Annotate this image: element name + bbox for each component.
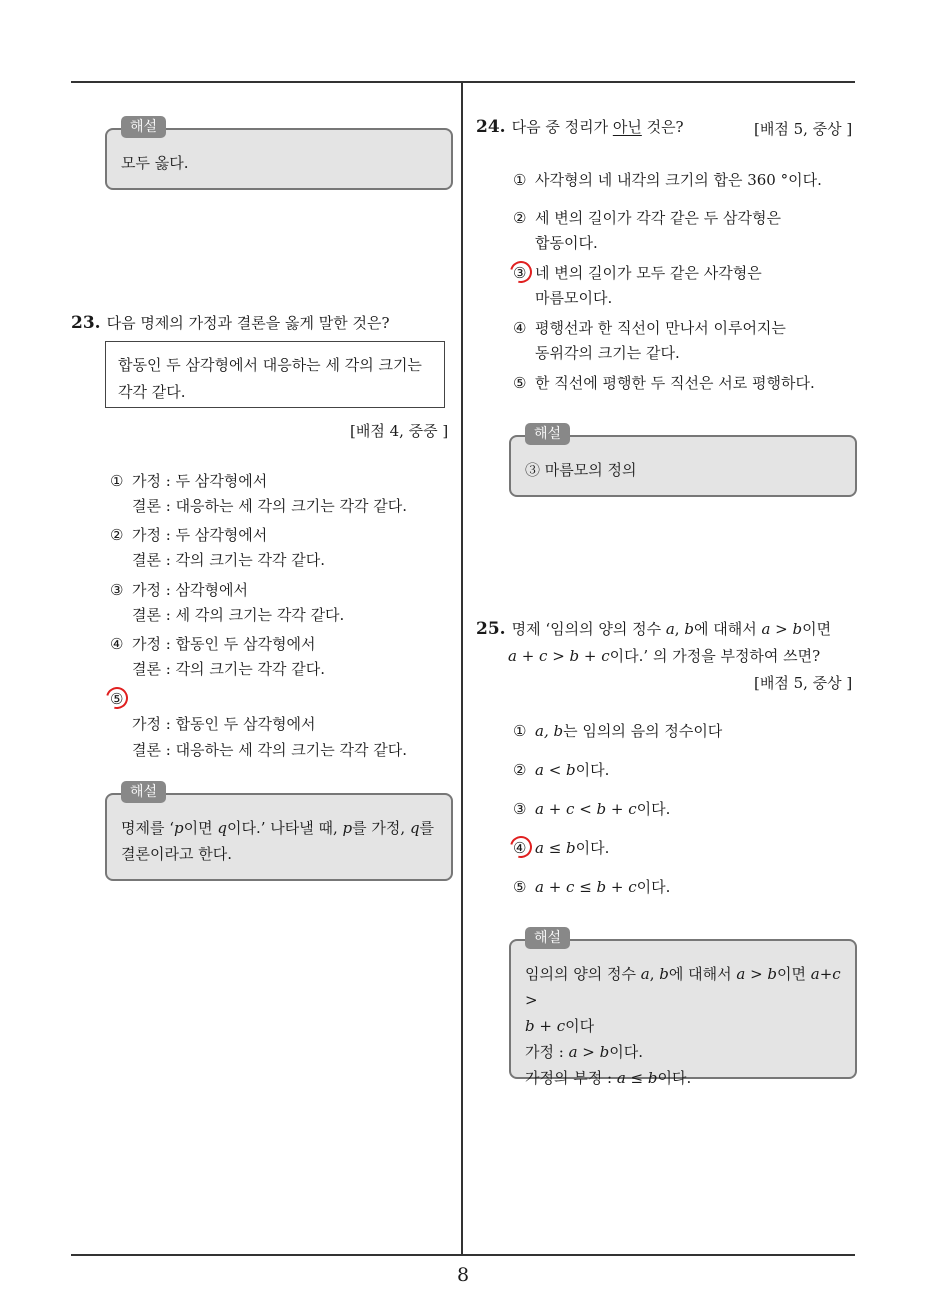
- explanation-tag: 해설: [121, 116, 166, 138]
- q25-choice-2[interactable]: [513, 758, 609, 782]
- q25-question: [476, 616, 831, 642]
- q24-choice-4-cont: [535, 341, 680, 365]
- expl-math: q: [409, 819, 420, 837]
- explanation-tag: 해설: [525, 423, 570, 445]
- question-number: 23.: [71, 313, 101, 333]
- question-math: a: [665, 620, 675, 638]
- question-text: 이다.’ 의 가정을 부정하여 쓰면?: [609, 647, 821, 665]
- expl-text: 이면: [183, 819, 218, 837]
- choice-mark: ②: [110, 526, 124, 544]
- choice-mark: ③: [110, 581, 124, 599]
- expl-math: p: [174, 819, 184, 837]
- choice-mark: ⑤: [513, 374, 527, 392]
- expl-text: 이면: [777, 965, 811, 983]
- q24-score: [배점 5, 중상 ]: [754, 120, 853, 138]
- choice-text: 이다.: [575, 839, 610, 857]
- expl-text: 가정의 부정 :: [525, 1069, 617, 1087]
- choice-text: 사각형의 네 내각의 크기의 합은 360 °이다.: [535, 171, 822, 189]
- page-number: 8: [456, 1264, 470, 1286]
- choice-text: 세 변의 길이가 각각 같은 두 삼각형은: [535, 209, 781, 227]
- expl-math: a ≤ b: [616, 1069, 658, 1087]
- expl-text: ,: [649, 965, 660, 983]
- q25-choice-1[interactable]: [513, 719, 722, 743]
- expl-math: a > b: [568, 1043, 610, 1061]
- q22-explanation-box: [105, 119, 453, 190]
- statement-line: 합동인 두 삼각형에서 대응하는 세 각의 크기는: [118, 356, 422, 374]
- choice-mark: ⑤: [110, 690, 124, 708]
- choice-text: 합동이다.: [535, 234, 598, 252]
- choice-hypothesis: 가정 : 삼각형에서: [132, 581, 249, 599]
- choice-hypothesis: 가정 : 합동인 두 삼각형에서: [132, 635, 316, 653]
- question-text: 에 대해서: [693, 620, 762, 638]
- explanation-line: [525, 1013, 841, 1039]
- choice-conclusion: 결론 : 세 각의 크기는 각각 같다.: [132, 606, 345, 624]
- explanation-text: ③ 마름모의 정의: [525, 461, 637, 479]
- choice-text: 네 변의 길이가 모두 같은 사각형은: [535, 264, 762, 282]
- explanation-tag: 해설: [525, 927, 570, 949]
- q23-choice-1[interactable]: [110, 469, 267, 493]
- q23-choice-4[interactable]: [110, 632, 316, 656]
- choice-mark: ④: [513, 839, 527, 857]
- question-number: 25.: [476, 619, 506, 639]
- q23-choice-4-conclusion: [132, 657, 325, 681]
- choice-mark: ①: [513, 722, 527, 740]
- explanation-line: [121, 815, 437, 841]
- expl-text: 를: [419, 819, 435, 837]
- choice-text: 동위각의 크기는 같다.: [535, 344, 680, 362]
- q24-choice-1[interactable]: [513, 168, 822, 192]
- choice-math: a < b: [535, 761, 576, 779]
- choice-text: 이다.: [636, 800, 671, 818]
- q24-choice-3-cont: [535, 286, 612, 310]
- choice-text: 이다.: [636, 878, 671, 896]
- q23-choice-3[interactable]: [110, 578, 248, 602]
- choice-mark: ④: [110, 635, 124, 653]
- question-math: a > b: [761, 620, 803, 638]
- explanation-line: 결론이라고 한다.: [121, 845, 232, 863]
- choice-mark: ①: [110, 472, 124, 490]
- choice-mark: ③: [513, 264, 527, 282]
- q24-explanation-box: [509, 426, 857, 497]
- expl-text: 에 대해서: [668, 965, 737, 983]
- question-math: a + c > b + c: [508, 647, 610, 665]
- expl-text: 임의의 양의 정수: [525, 965, 641, 983]
- expl-math: a+c >: [525, 965, 841, 1009]
- expl-math: b + c: [525, 1017, 566, 1035]
- q23-choice-5-conclusion: [132, 738, 407, 762]
- choice-math: a + c < b + c: [535, 800, 637, 818]
- q25-choice-5[interactable]: [513, 875, 670, 899]
- explanation-tag: 해설: [121, 781, 166, 803]
- choice-text: 평행선과 한 직선이 만나서 이루어지는: [535, 319, 786, 337]
- explanation-line: [525, 1065, 841, 1091]
- q23-explanation-box: [105, 784, 453, 881]
- explanation-line: [525, 1039, 841, 1065]
- expl-text: 이다: [565, 1017, 595, 1035]
- expl-math: a > b: [736, 965, 778, 983]
- expl-text: 이다.: [609, 1043, 643, 1061]
- choice-text: 이다.: [575, 761, 610, 779]
- expl-text: 이다.’ 나타낼 때,: [226, 819, 343, 837]
- q23-choice-2-conclusion: [132, 548, 325, 572]
- choice-conclusion: 결론 : 각의 크기는 각각 같다.: [132, 660, 326, 678]
- expl-text: 명제를 ‘: [121, 819, 175, 837]
- expl-math: a: [640, 965, 650, 983]
- question-math: b: [684, 620, 694, 638]
- choice-mark: ②: [513, 209, 527, 227]
- choice-text: 는 임의의 음의 정수이다: [563, 722, 723, 740]
- choice-math: a, b: [535, 722, 564, 740]
- choice-math: a ≤ b: [535, 839, 576, 857]
- choice-mark: ④: [513, 319, 527, 337]
- q25-question-cont: [508, 643, 820, 669]
- choice-hypothesis: 가정 : 두 삼각형에서: [132, 526, 268, 544]
- choice-conclusion: 결론 : 대응하는 세 각의 크기는 각각 같다.: [132, 741, 408, 759]
- expl-text: 를 가정,: [352, 819, 410, 837]
- expl-text: 이다.: [657, 1069, 692, 1087]
- q23-choice-3-conclusion: [132, 603, 344, 627]
- question-text: 이면: [802, 620, 832, 638]
- q24-question: [476, 114, 684, 140]
- expl-text: 가정 :: [525, 1043, 569, 1061]
- q24-choice-3[interactable]: [513, 261, 762, 285]
- choice-conclusion: 결론 : 대응하는 세 각의 크기는 각각 같다.: [132, 497, 408, 515]
- q24-choice-4[interactable]: [513, 316, 786, 340]
- question-text: 것은?: [641, 118, 684, 136]
- question-text: 다음 중 정리가: [511, 118, 613, 136]
- statement-line: 각각 같다.: [118, 383, 186, 401]
- q23-score: [배점 4, 중중 ]: [350, 422, 449, 440]
- bottom-rule: [71, 1254, 855, 1256]
- q23-choice-1-conclusion: [132, 494, 407, 518]
- q25-score: [배점 5, 중상 ]: [754, 674, 853, 692]
- choice-hypothesis: 가정 : 두 삼각형에서: [132, 472, 268, 490]
- q25-choice-3[interactable]: [513, 797, 670, 821]
- choice-text: 마름모이다.: [535, 289, 613, 307]
- question-text: ,: [674, 620, 685, 638]
- question-text: 명제 ‘임의의 양의 정수: [511, 620, 666, 638]
- choice-text: 한 직선에 평행한 두 직선은 서로 평행하다.: [535, 374, 815, 392]
- question-number: 24.: [476, 117, 506, 137]
- choice-mark: ②: [513, 761, 527, 779]
- top-rule: [71, 81, 855, 83]
- choice-conclusion: 결론 : 각의 크기는 각각 같다.: [132, 551, 326, 569]
- q23-choice-2[interactable]: [110, 523, 267, 547]
- q24-choice-2[interactable]: [513, 206, 781, 230]
- q25-explanation-box: [509, 930, 857, 1087]
- expl-math: b: [659, 965, 669, 983]
- q23-question: [71, 310, 390, 336]
- choice-hypothesis: 가정 : 합동인 두 삼각형에서: [132, 715, 316, 733]
- explanation-line: [525, 961, 841, 1013]
- choice-mark: ⑤: [513, 878, 527, 896]
- choice-mark: ③: [513, 800, 527, 818]
- question-emphasis: 아닌: [612, 118, 642, 136]
- q24-choice-2-cont: [535, 231, 598, 255]
- q23-choice-5-hypothesis: [132, 712, 316, 736]
- expl-math: q: [217, 819, 227, 837]
- expl-math: p: [342, 819, 353, 837]
- choice-math: a + c ≤ b + c: [535, 878, 637, 896]
- question-text: 다음 명제의 가정과 결론을 옳게 말한 것은?: [106, 314, 390, 332]
- explanation-text: 모두 옳다.: [121, 154, 189, 172]
- choice-mark: ①: [513, 171, 527, 189]
- column-divider: [461, 83, 463, 1254]
- q23-statement-box: [105, 341, 445, 408]
- q24-choice-5[interactable]: [513, 371, 815, 395]
